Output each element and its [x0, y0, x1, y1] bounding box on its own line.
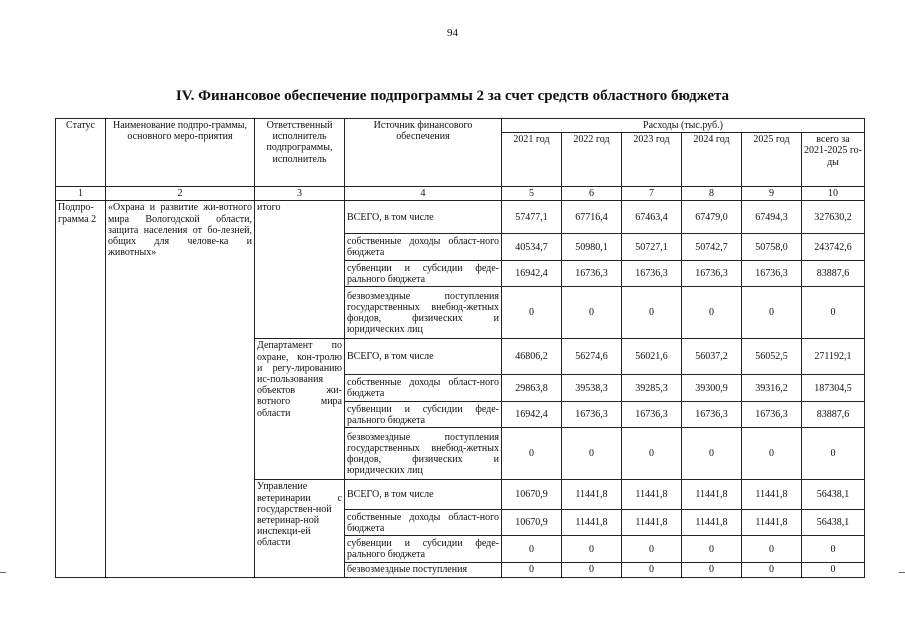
total-value: 83887,6: [802, 402, 865, 428]
year-value: 67463,4: [622, 201, 682, 234]
column-number: 10: [802, 187, 865, 201]
funding-source: собственные доходы област-ного бюджета: [345, 510, 502, 536]
scan-mark: [899, 572, 905, 573]
year-value: 50727,1: [622, 234, 682, 261]
responsible-executor: итого: [255, 201, 345, 339]
year-value: 16942,4: [502, 402, 562, 428]
year-value: 56274,6: [562, 339, 622, 375]
year-value: 16736,3: [682, 402, 742, 428]
year-value: 0: [682, 536, 742, 563]
year-value: 56052,5: [742, 339, 802, 375]
year-value: 0: [622, 287, 682, 339]
header-status: Статус: [56, 119, 106, 187]
total-value: 0: [802, 287, 865, 339]
funding-source: безвозмездные поступления государственных внебюд-жетных фондов, физических и юридических лиц: [345, 428, 502, 480]
total-value: 187304,5: [802, 375, 865, 402]
year-value: 46806,2: [502, 339, 562, 375]
year-value: 0: [502, 287, 562, 339]
year-value: 0: [562, 428, 622, 480]
total-value: 56438,1: [802, 510, 865, 536]
header-total: всего за 2021-2025 го-ды: [802, 133, 865, 187]
column-number: 2: [106, 187, 255, 201]
year-value: 67479,0: [682, 201, 742, 234]
year-value: 40534,7: [502, 234, 562, 261]
year-value: 0: [562, 536, 622, 563]
year-value: 0: [742, 428, 802, 480]
year-value: 0: [682, 428, 742, 480]
funding-source: безвозмездные поступления государственных внебюд-жетных фондов, физических и юридических лиц: [345, 287, 502, 339]
column-number: 1: [56, 187, 106, 201]
responsible-executor: Департамент по охране, кон-тролю и регу-лированию ис-пользования объектов жи-вотного мира области: [255, 339, 345, 480]
header-responsible: Ответственный исполнитель подпрограммы, исполнитель: [255, 119, 345, 187]
page-number: 94: [447, 27, 458, 39]
year-value: 0: [682, 287, 742, 339]
responsible-executor: Управление ветеринарии с государствен-ной ветеринар-ной инспекци-ей области: [255, 480, 345, 577]
total-value: 271192,1: [802, 339, 865, 375]
year-value: 11441,8: [562, 510, 622, 536]
total-value: 243742,6: [802, 234, 865, 261]
year-value: 67494,3: [742, 201, 802, 234]
column-number: 5: [502, 187, 562, 201]
year-value: 16736,3: [562, 261, 622, 287]
total-value: 0: [802, 428, 865, 480]
year-value: 29863,8: [502, 375, 562, 402]
year-value: 50980,1: [562, 234, 622, 261]
header-year: 2024 год: [682, 133, 742, 187]
year-value: 16736,3: [562, 402, 622, 428]
year-value: 11441,8: [682, 510, 742, 536]
year-value: 50742,7: [682, 234, 742, 261]
year-value: 0: [502, 536, 562, 563]
year-value: 0: [622, 536, 682, 563]
year-value: 16736,3: [742, 402, 802, 428]
year-value: 0: [742, 563, 802, 577]
funding-source: субвенции и субсидии феде-рального бюджета: [345, 402, 502, 428]
year-value: 39316,2: [742, 375, 802, 402]
column-number: 3: [255, 187, 345, 201]
year-value: 0: [502, 563, 562, 577]
funding-source: собственные доходы област-ного бюджета: [345, 375, 502, 402]
funding-source: ВСЕГО, в том числе: [345, 339, 502, 375]
program-name: «Охрана и развитие жи-вотного мира Вологодской области, защита населения от бо-лезней, общих для челове-ка и животных»: [106, 201, 255, 577]
column-number: 6: [562, 187, 622, 201]
year-value: 11441,8: [742, 510, 802, 536]
year-value: 16736,3: [682, 261, 742, 287]
year-value: 56037,2: [682, 339, 742, 375]
header-year: 2022 год: [562, 133, 622, 187]
status-cell: Подпро-грамма 2: [56, 201, 106, 577]
section-title: IV. Финансовое обеспечение подпрограммы 2 за счет средств областного бюджета: [175, 88, 730, 104]
year-value: 0: [562, 563, 622, 577]
year-value: 11441,8: [682, 480, 742, 510]
total-value: 327630,2: [802, 201, 865, 234]
total-value: 56438,1: [802, 480, 865, 510]
column-number: 9: [742, 187, 802, 201]
year-value: 16736,3: [622, 261, 682, 287]
column-number: 7: [622, 187, 682, 201]
year-value: 16736,3: [622, 402, 682, 428]
year-value: 39285,3: [622, 375, 682, 402]
year-value: 16736,3: [742, 261, 802, 287]
year-value: 11441,8: [622, 480, 682, 510]
total-value: 0: [802, 563, 865, 577]
year-value: 16942,4: [502, 261, 562, 287]
year-value: 56021,6: [622, 339, 682, 375]
year-value: 57477,1: [502, 201, 562, 234]
year-value: 0: [682, 563, 742, 577]
year-value: 0: [562, 287, 622, 339]
header-name: Наименование подпро-граммы, основного меро-приятия: [106, 119, 255, 187]
funding-source: субвенции и субсидии феде-рального бюджета: [345, 536, 502, 563]
total-value: 0: [802, 536, 865, 563]
year-value: 0: [742, 287, 802, 339]
header-year: 2025 год: [742, 133, 802, 187]
total-value: 83887,6: [802, 261, 865, 287]
funding-source: ВСЕГО, в том числе: [345, 201, 502, 234]
funding-source: безвозмездные поступления: [345, 563, 502, 577]
year-value: 39538,3: [562, 375, 622, 402]
header-expenses: Расходы (тыс.руб.): [502, 119, 865, 133]
year-value: 11441,8: [622, 510, 682, 536]
year-value: 0: [622, 428, 682, 480]
year-value: 0: [742, 536, 802, 563]
year-value: 39300,9: [682, 375, 742, 402]
header-year: 2021 год: [502, 133, 562, 187]
year-value: 11441,8: [742, 480, 802, 510]
year-value: 0: [622, 563, 682, 577]
scan-mark: [0, 572, 6, 573]
funding-source: ВСЕГО, в том числе: [345, 480, 502, 510]
column-number: 8: [682, 187, 742, 201]
year-value: 0: [502, 428, 562, 480]
financing-table: [55, 118, 865, 578]
header-source: Источник финансового обеспечения: [345, 119, 502, 187]
funding-source: собственные доходы област-ного бюджета: [345, 234, 502, 261]
funding-source: субвенции и субсидии феде-рального бюджета: [345, 261, 502, 287]
column-number: 4: [345, 187, 502, 201]
year-value: 50758,0: [742, 234, 802, 261]
year-value: 67716,4: [562, 201, 622, 234]
year-value: 10670,9: [502, 510, 562, 536]
header-year: 2023 год: [622, 133, 682, 187]
year-value: 10670,9: [502, 480, 562, 510]
year-value: 11441,8: [562, 480, 622, 510]
